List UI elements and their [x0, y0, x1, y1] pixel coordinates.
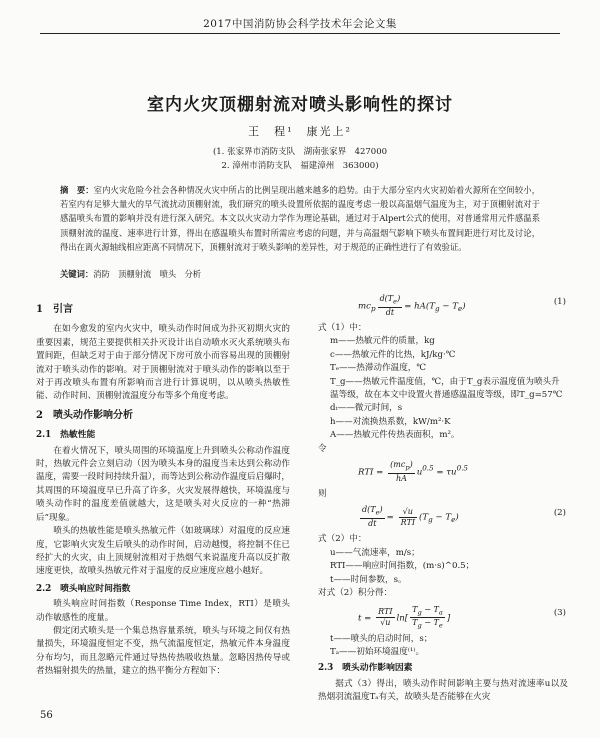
- def-rti: RTI——响应时间指数，(m·s)^0.5；: [330, 561, 475, 572]
- def-c: c——热敏元件的比热，kJ/kg·℃: [330, 349, 456, 360]
- def-tg: T_g——热敏元件温度值，℃，由于T_g表示温度值为喷头升温等级，故在本文中设置火普通感温温度等级，即T_g=57℃: [330, 376, 563, 401]
- def-t: t——时间参数，s。: [330, 574, 407, 585]
- section-2-2-paragraph-1: 喷头响应时间指数（Response Time Index，RTI）是喷头动作敏感性的度量。: [36, 599, 290, 623]
- affiliation-2: 2. 漳州市消防支队 福建漳州 363000): [221, 161, 379, 171]
- def-a: A——热敏元件传热表面积，m²。: [330, 430, 460, 441]
- section-1-heading: 1 引言: [36, 304, 73, 315]
- integral-text: 对式（2）积分得：: [318, 588, 393, 599]
- right-column: [318, 290, 568, 705]
- page-number: 56: [40, 710, 53, 721]
- def-ta: Tₐ——初始环境温度⁽¹⁾。: [330, 646, 425, 657]
- def-te: Tₑ——热滞动作温度，℃: [330, 363, 427, 374]
- def-u: u——气流速率，m/s；: [330, 547, 420, 558]
- equation-3: [318, 601, 568, 633]
- equation-3-number: (3): [553, 607, 566, 618]
- equation-2-number: (2): [553, 508, 566, 519]
- affiliations: [0, 145, 600, 173]
- equation-rti-body: RTI = $\frac{(mc_p)}{hA}$ $u^{0.5} = \tau u^{0.5}$: [358, 460, 468, 483]
- section-1-paragraph: 在如今愈发的室内火灾中，喷头动作时间成为扑灭初期火灾的重要因素，规范主要提供相关扑灭设计出自动喷水灭火系统喷头布置间距，但缺乏对于由于部分情况下房可放小而容易出现的顶棚射流对于喷头动作的影响。对于顶棚射流对于喷头动作的影响以至于对于再改喷头布置有所影响而言进行计算说明，以从喷头热敏性能、动作时间、顶棚射流温度分布等多个角度考虑。: [36, 324, 290, 402]
- section-2-2-heading: 2.2 喷头响应时间指数: [36, 583, 131, 594]
- section-2-3-heading: 2.3 喷头动作影响因素: [318, 663, 413, 674]
- equation-2-body: $\frac{d(T_e)}{dt}$ = $\frac{√u}{\text{RTI}}$ $(T_g - T_e)$: [362, 505, 459, 529]
- def-m: m——热敏元件的质量，kg: [330, 336, 435, 347]
- equation-1: [318, 290, 568, 322]
- header-rule: [40, 33, 560, 34]
- affiliation-1: (1. 张家界市消防支队 湖南张家界 427000: [212, 147, 388, 157]
- equation-1-body: $mc_p$ $\frac{d(T_e)}{dt}$ = $hA(T_g - T_e)$: [358, 294, 466, 317]
- abstract-text: 室内火灾危险今社会各种情况火灾中所占的比例呈现出越来越多的趋势。由于大部分室内火灾初始着火源所在空间较小，若室内有足够大量火的早气流扰动顶棚射流，我们研究的喷头设置所依据的温度考虑一般以高温烟气温度为主，对于顶棚射流对于感温喷头布置的影响并没有进行深入研究。本文以火灾动力学作为理论基础，通过对于Alpert公式的使用，对普通常用元件感温系顶棚射流的温度、速率进行计算，得出在感温喷头布置时所需应考虑的问题，并与高温烟气影响下喷头布置间距进行对比及讨论，得出在离火源轴线相应距离不同情况下，顶棚射流对于喷头影响的差异性，对于规范的正确性进行了有效验证。: [60, 185, 540, 252]
- section-2-3-paragraph: 据式（3）得出，喷头动作时间影响主要与热对流速率u以及热烟羽流温度Tₐ有关，故喷头是否能够在火灾: [318, 678, 568, 703]
- keywords-text: 消防 顶棚射流 喷头 分析: [93, 269, 202, 279]
- equation-3-body: t = $\frac{\text{RTI}}{√u}$ ln[ $\frac{T_g - T_a}{T_g - T_e}$ ]: [358, 604, 451, 630]
- keywords: [60, 268, 540, 280]
- equation-2: [318, 501, 568, 533]
- paper-authors: 王 程¹ 康光上²: [248, 125, 352, 138]
- abstract-label: 摘 要：: [60, 185, 94, 195]
- section-2-1-paragraph-1: 在着火情况下，喷头周围的环境温度上升到喷头公称动作温度时，热敏元件会立刻启动（因为喷头本身的温度当未达到公称动作温度，需要一段时间持续升温），而等达到公称动作温度后启爆时，其周围的环境温度早已升高了许多，火灾发展得越快，环境温度与喷头动作时的温度差值就越大，这是喷头对火反应的一种“热滞后”现象。: [36, 445, 290, 523]
- section-2-1-paragraph-2: 喷头的热敏性能是喷头热敏元件（如玻璃球）对温度的反应速度，它影响火灾发生后喷头的动作时间，启动越慢，将控制不住已经扩大的火灾，由上顶规射流相对于热烟气来说温度升高以反扩散速度更快，故喷头热敏元件对于温度的反应速度应越小越好。: [36, 526, 290, 577]
- ling-text: 令: [318, 443, 327, 454]
- equation-1-number: (1): [553, 297, 566, 307]
- running-head: 2017中国消防协会科学技术年会论文集: [203, 18, 397, 30]
- def-h: h——对流换热系数，kW/m²·K: [330, 416, 451, 427]
- ze-text: 则: [318, 489, 327, 500]
- left-column: [36, 298, 290, 679]
- section-2-heading: 2 喷头动作影响分析: [36, 409, 133, 421]
- abstract: [60, 183, 540, 254]
- def-dt: dₜ——微元时间，s: [330, 403, 403, 414]
- section-2-2-paragraph-2: 假定闭式喷头是一个集总热容量系统，喷头与环境之间仅有热量损失，环境温度恒定不变，热气流温度恒定，热敏元件本身温度分布均匀，而且忽略元件通过导热传热吸收热量。忽略因热传导或者热辐射损失的热量，建立的热平衡分方程如下：: [36, 625, 290, 677]
- where-2: 式（2）中：: [318, 534, 367, 545]
- def-t-start: t——喷头的启动时间，s；: [330, 633, 433, 644]
- keywords-label: 关键词：: [60, 269, 94, 279]
- equation-rti: [318, 456, 568, 488]
- paper-title: 室内火灾顶棚射流对喷头影响性的探讨: [147, 95, 453, 115]
- section-2-1-heading: 2.1 热敏性能: [36, 430, 96, 441]
- where-1: 式（1）中：: [318, 323, 367, 333]
